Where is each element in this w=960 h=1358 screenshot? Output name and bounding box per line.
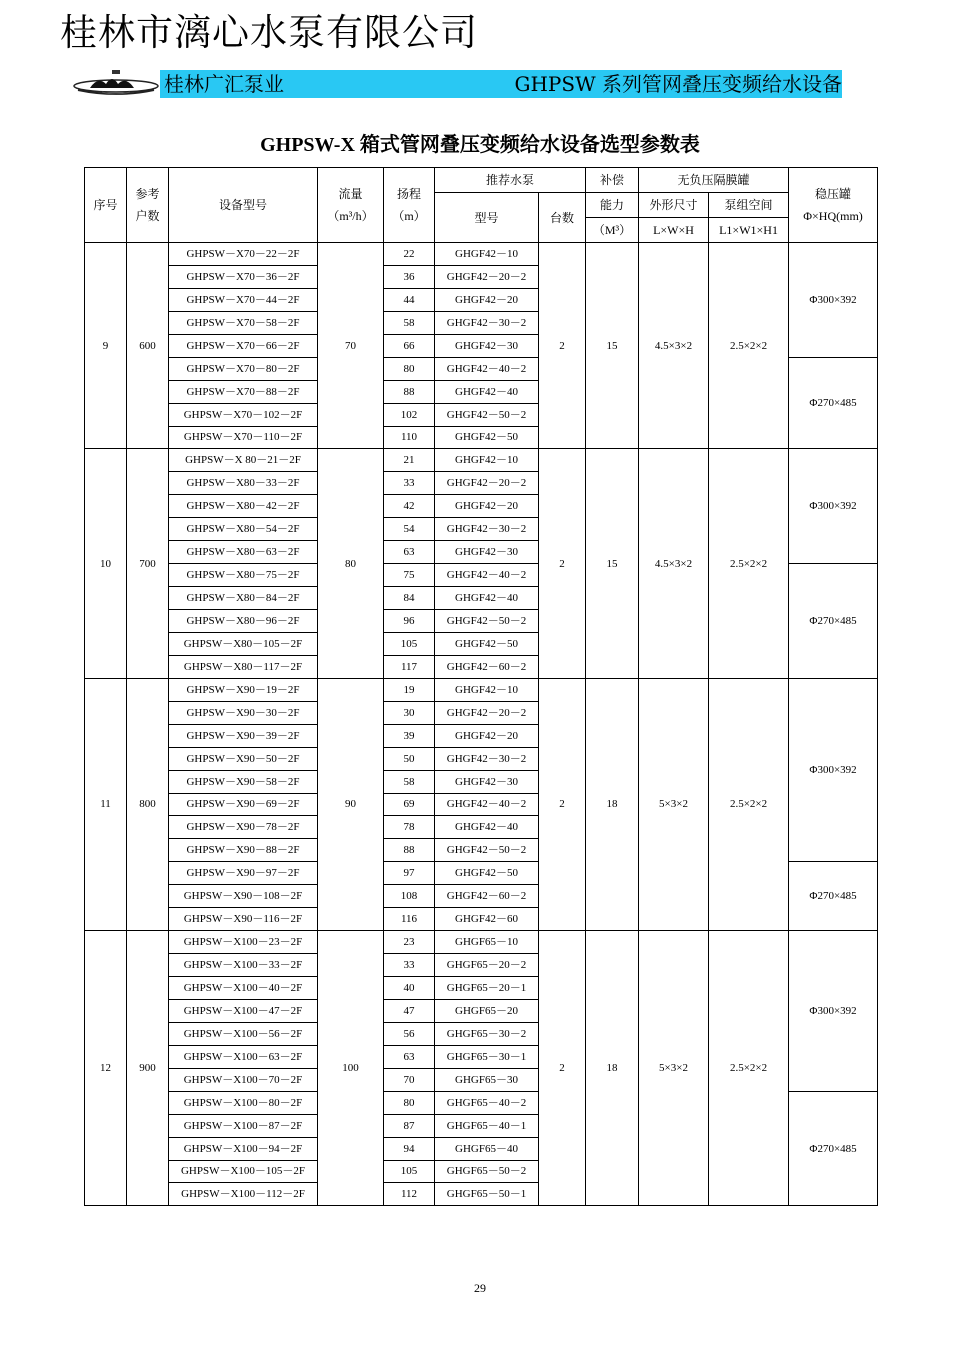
households-cell: 700	[127, 449, 169, 678]
pump-model-cell: GHGF65－20	[435, 999, 539, 1022]
model-cell: GHPSW－X80－105－2F	[169, 632, 318, 655]
flow-cell: 70	[318, 243, 384, 449]
head-cell: 87	[384, 1114, 435, 1137]
head-cell: 88	[384, 839, 435, 862]
seq-cell: 10	[85, 449, 127, 678]
head-cell: 116	[384, 908, 435, 931]
stab-tank-cell: Φ300×392	[789, 449, 878, 564]
head-cell: 108	[384, 885, 435, 908]
households-cell: 800	[127, 678, 169, 930]
header-households-line1: 参考	[135, 187, 160, 201]
compensation-cell: 18	[586, 678, 639, 930]
header-comp-line1: 补偿	[586, 168, 639, 193]
pump-model-cell: GHGF42－60－2	[435, 655, 539, 678]
stab-tank-cell: Φ270×485	[789, 357, 878, 449]
pump-count-cell: 2	[539, 678, 586, 930]
header-unit-space-line2: L1×W1×H1	[709, 218, 789, 243]
pump-model-cell: GHGF42－30	[435, 334, 539, 357]
pump-model-cell: GHGF42－40－2	[435, 564, 539, 587]
head-cell: 80	[384, 1091, 435, 1114]
head-cell: 94	[384, 1137, 435, 1160]
header-tank-dim-line1: 外形尺寸	[639, 193, 709, 218]
pump-model-cell: GHGF42－40	[435, 380, 539, 403]
head-cell: 63	[384, 1045, 435, 1068]
model-cell: GHPSW－X80－75－2F	[169, 564, 318, 587]
page-number: 29	[474, 1281, 486, 1295]
pump-model-cell: GHGF65－50－1	[435, 1183, 539, 1206]
unit-space-cell: 2.5×2×2	[709, 678, 789, 930]
model-cell: GHPSW－X100－47－2F	[169, 999, 318, 1022]
seq-cell: 12	[85, 931, 127, 1206]
head-cell: 47	[384, 999, 435, 1022]
model-cell: GHPSW－X100－80－2F	[169, 1091, 318, 1114]
pump-model-cell: GHGF65－20－1	[435, 977, 539, 1000]
model-cell: GHPSW－X70－36－2F	[169, 265, 318, 288]
header-comp-line2: 能力	[586, 193, 639, 218]
header-banner	[160, 70, 842, 98]
model-cell: GHPSW－X70－80－2F	[169, 357, 318, 380]
model-cell: GHPSW－X100－94－2F	[169, 1137, 318, 1160]
header-flow-line2: （m³/h）	[327, 209, 374, 223]
head-cell: 69	[384, 793, 435, 816]
stab-tank-cell: Φ270×485	[789, 564, 878, 679]
seq-cell: 11	[85, 678, 127, 930]
model-cell: GHPSW－X80－84－2F	[169, 587, 318, 610]
header-pump: 推荐水泵	[435, 168, 586, 193]
header-head-line2: （m）	[392, 209, 426, 223]
pump-model-cell: GHGF42－40－2	[435, 793, 539, 816]
pump-model-cell: GHGF42－10	[435, 243, 539, 266]
header-tank: 无负压隔膜罐	[639, 168, 789, 193]
model-cell: GHPSW－X70－102－2F	[169, 403, 318, 426]
pump-model-cell: GHGF42－10	[435, 678, 539, 701]
model-cell: GHPSW－X100－112－2F	[169, 1183, 318, 1206]
header-flow-line1: 流量	[338, 187, 363, 201]
pump-model-cell: GHGF42－20	[435, 495, 539, 518]
table-row	[85, 449, 878, 472]
model-cell: GHPSW－X90－69－2F	[169, 793, 318, 816]
pump-model-cell: GHGF42－60－2	[435, 885, 539, 908]
head-cell: 117	[384, 655, 435, 678]
pump-model-cell: GHGF42－20	[435, 724, 539, 747]
pump-model-cell: GHGF42－30－2	[435, 311, 539, 334]
header-flow	[318, 168, 384, 243]
company-logo-icon	[72, 68, 160, 102]
model-cell: GHPSW－X100－33－2F	[169, 954, 318, 977]
tank-dim-cell: 5×3×2	[639, 678, 709, 930]
model-cell: GHPSW－X100－63－2F	[169, 1045, 318, 1068]
head-cell: 66	[384, 334, 435, 357]
model-cell: GHPSW－X70－66－2F	[169, 334, 318, 357]
stab-tank-cell: Φ270×485	[789, 1091, 878, 1206]
header-pump-model: 型号	[435, 193, 539, 243]
head-cell: 30	[384, 701, 435, 724]
table-body	[85, 243, 878, 1206]
model-cell: GHPSW－X100－105－2F	[169, 1160, 318, 1183]
households-cell: 600	[127, 243, 169, 449]
flow-cell: 100	[318, 931, 384, 1206]
pump-model-cell: GHGF42－20－2	[435, 701, 539, 724]
head-cell: 80	[384, 357, 435, 380]
header-seq: 序号	[85, 168, 127, 243]
pump-model-cell: GHGF65－50－2	[435, 1160, 539, 1183]
pump-count-cell: 2	[539, 449, 586, 678]
model-cell: GHPSW－X70－22－2F	[169, 243, 318, 266]
pump-model-cell: GHGF65－10	[435, 931, 539, 954]
table-row	[85, 243, 878, 266]
pump-model-cell: GHGF42－50－2	[435, 403, 539, 426]
pump-model-cell: GHGF42－50	[435, 426, 539, 449]
model-cell: GHPSW－X90－50－2F	[169, 747, 318, 770]
tank-dim-cell: 5×3×2	[639, 931, 709, 1206]
header-households-line2: 户数	[135, 209, 160, 223]
model-cell: GHPSW－X80－96－2F	[169, 610, 318, 633]
pump-model-cell: GHGF65－40－1	[435, 1114, 539, 1137]
pump-count-cell: 2	[539, 931, 586, 1206]
head-cell: 96	[384, 610, 435, 633]
model-cell: GHPSW－X70－58－2F	[169, 311, 318, 334]
model-cell: GHPSW－X 80－21－2F	[169, 449, 318, 472]
model-cell: GHPSW－X80－42－2F	[169, 495, 318, 518]
head-cell: 70	[384, 1068, 435, 1091]
pump-model-cell: GHGF42－50－2	[435, 610, 539, 633]
header-model: 设备型号	[169, 168, 318, 243]
head-cell: 19	[384, 678, 435, 701]
head-cell: 105	[384, 632, 435, 655]
header-head-line1: 扬程	[396, 187, 421, 201]
head-cell: 112	[384, 1183, 435, 1206]
head-cell: 44	[384, 288, 435, 311]
pump-model-cell: GHGF42－30－2	[435, 518, 539, 541]
pump-model-cell: GHGF65－40	[435, 1137, 539, 1160]
head-cell: 50	[384, 747, 435, 770]
model-cell: GHPSW－X90－108－2F	[169, 885, 318, 908]
model-cell: GHPSW－X90－116－2F	[169, 908, 318, 931]
stab-tank-cell: Φ300×392	[789, 678, 878, 862]
pump-model-cell: GHGF42－50－2	[435, 839, 539, 862]
model-cell: GHPSW－X70－110－2F	[169, 426, 318, 449]
pump-model-cell: GHGF42－40	[435, 587, 539, 610]
head-cell: 63	[384, 541, 435, 564]
pump-model-cell: GHGF42－20－2	[435, 472, 539, 495]
head-cell: 110	[384, 426, 435, 449]
series-name: GHPSW 系列管网叠压变频给水设备	[514, 72, 842, 96]
model-cell: GHPSW－X90－97－2F	[169, 862, 318, 885]
households-cell: 900	[127, 931, 169, 1206]
pump-model-cell: GHGF65－30－1	[435, 1045, 539, 1068]
header-stab-line2: Φ×HQ(mm)	[803, 209, 863, 223]
pump-model-cell: GHGF42－50	[435, 632, 539, 655]
head-cell: 22	[384, 243, 435, 266]
header-tank-dim-line2: L×W×H	[639, 218, 709, 243]
pump-model-cell: GHGF42－60	[435, 908, 539, 931]
head-cell: 97	[384, 862, 435, 885]
head-cell: 54	[384, 518, 435, 541]
compensation-cell: 15	[586, 449, 639, 678]
brand-name: 桂林广汇泵业	[164, 72, 284, 96]
header-pump-count: 台数	[539, 193, 586, 243]
model-cell: GHPSW－X80－54－2F	[169, 518, 318, 541]
unit-space-cell: 2.5×2×2	[709, 449, 789, 678]
page-title: GHPSW-X 箱式管网叠压变频给水设备选型参数表	[260, 134, 700, 156]
head-cell: 88	[384, 380, 435, 403]
model-cell: GHPSW－X80－117－2F	[169, 655, 318, 678]
head-cell: 36	[384, 265, 435, 288]
model-cell: GHPSW－X70－44－2F	[169, 288, 318, 311]
head-cell: 58	[384, 770, 435, 793]
head-cell: 102	[384, 403, 435, 426]
model-cell: GHPSW－X90－39－2F	[169, 724, 318, 747]
selection-table	[84, 167, 878, 1206]
pump-model-cell: GHGF65－20－2	[435, 954, 539, 977]
model-cell: GHPSW－X90－78－2F	[169, 816, 318, 839]
header-households	[127, 168, 169, 243]
model-cell: GHPSW－X70－88－2F	[169, 380, 318, 403]
tank-dim-cell: 4.5×3×2	[639, 449, 709, 678]
head-cell: 21	[384, 449, 435, 472]
header-head	[384, 168, 435, 243]
unit-space-cell: 2.5×2×2	[709, 931, 789, 1206]
tank-dim-cell: 4.5×3×2	[639, 243, 709, 449]
head-cell: 56	[384, 1022, 435, 1045]
pump-model-cell: GHGF65－30	[435, 1068, 539, 1091]
model-cell: GHPSW－X80－33－2F	[169, 472, 318, 495]
head-cell: 33	[384, 954, 435, 977]
model-cell: GHPSW－X90－88－2F	[169, 839, 318, 862]
head-cell: 33	[384, 472, 435, 495]
model-cell: GHPSW－X100－87－2F	[169, 1114, 318, 1137]
model-cell: GHPSW－X100－56－2F	[169, 1022, 318, 1045]
pump-count-cell: 2	[539, 243, 586, 449]
seq-cell: 9	[85, 243, 127, 449]
header-stab-line1: 稳压罐	[815, 187, 852, 201]
pump-model-cell: GHGF42－10	[435, 449, 539, 472]
head-cell: 75	[384, 564, 435, 587]
header-stab	[789, 168, 878, 243]
head-cell: 23	[384, 931, 435, 954]
header-comp-line3: （M³）	[586, 218, 639, 243]
stab-tank-cell: Φ300×392	[789, 243, 878, 358]
model-cell: GHPSW－X90－19－2F	[169, 678, 318, 701]
model-cell: GHPSW－X100－40－2F	[169, 977, 318, 1000]
table-row	[85, 931, 878, 954]
pump-model-cell: GHGF42－40	[435, 816, 539, 839]
pump-model-cell: GHGF65－40－2	[435, 1091, 539, 1114]
head-cell: 78	[384, 816, 435, 839]
head-cell: 84	[384, 587, 435, 610]
head-cell: 105	[384, 1160, 435, 1183]
pump-model-cell: GHGF42－20－2	[435, 265, 539, 288]
model-cell: GHPSW－X90－58－2F	[169, 770, 318, 793]
stab-tank-cell: Φ300×392	[789, 931, 878, 1092]
head-cell: 39	[384, 724, 435, 747]
pump-model-cell: GHGF42－40－2	[435, 357, 539, 380]
unit-space-cell: 2.5×2×2	[709, 243, 789, 449]
table-row	[85, 678, 878, 701]
model-cell: GHPSW－X80－63－2F	[169, 541, 318, 564]
flow-cell: 90	[318, 678, 384, 930]
pump-model-cell: GHGF42－30	[435, 770, 539, 793]
head-cell: 40	[384, 977, 435, 1000]
head-cell: 58	[384, 311, 435, 334]
head-cell: 42	[384, 495, 435, 518]
company-name: 桂林市漓心水泵有限公司	[60, 11, 478, 54]
flow-cell: 80	[318, 449, 384, 678]
model-cell: GHPSW－X100－23－2F	[169, 931, 318, 954]
pump-model-cell: GHGF42－30－2	[435, 747, 539, 770]
pump-model-cell: GHGF42－30	[435, 541, 539, 564]
pump-model-cell: GHGF65－30－2	[435, 1022, 539, 1045]
pump-model-cell: GHGF42－20	[435, 288, 539, 311]
stab-tank-cell: Φ270×485	[789, 862, 878, 931]
model-cell: GHPSW－X90－30－2F	[169, 701, 318, 724]
pump-model-cell: GHGF42－50	[435, 862, 539, 885]
header-unit-space-line1: 泵组空间	[709, 193, 789, 218]
compensation-cell: 15	[586, 243, 639, 449]
model-cell: GHPSW－X100－70－2F	[169, 1068, 318, 1091]
compensation-cell: 18	[586, 931, 639, 1206]
